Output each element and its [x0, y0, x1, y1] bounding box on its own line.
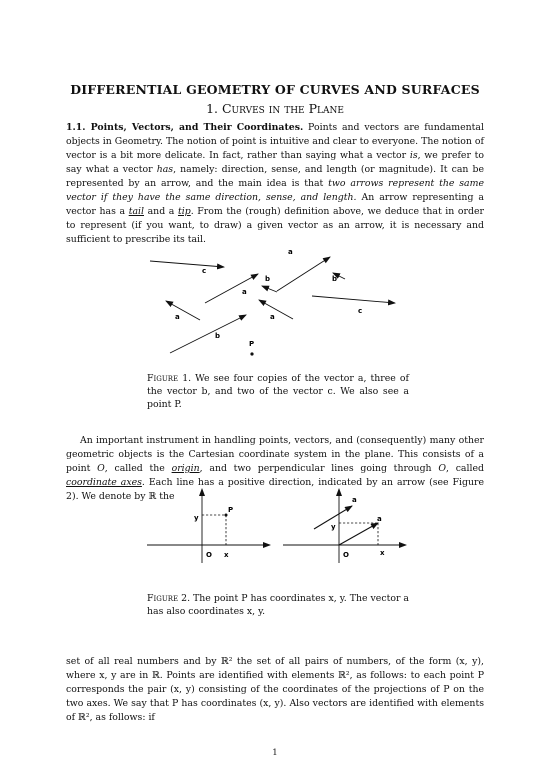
label-a: a [288, 248, 293, 256]
text-run: An arrow representing a vector has a [66, 192, 484, 217]
paragraph-real-numbers: set of all real numbers and by ℝ² the set of all pairs of numbers, of the form (x, y), where x, y are in ℝ. Points are identified with elements ℝ², as follows: to each point P corresponds the pair (x, y) consisting of the coordinates of the projections of P on the two axes. We say that P has coordinates (x, y). Also vectors are identified with elements of ℝ², as follows: if [66, 656, 484, 723]
label-x: x [380, 549, 385, 557]
italic-has: has [156, 164, 174, 175]
label-o: O [206, 551, 212, 559]
term-tip: tip [177, 206, 191, 217]
label-o: O [343, 551, 349, 559]
math-o: O [438, 463, 446, 474]
label-b: b [332, 275, 338, 283]
italic-claim: two arrows represent the same vector if they have the same direction, sense, and length. [66, 178, 484, 203]
label-b: b [215, 332, 221, 340]
label-y: y [194, 514, 199, 522]
page-number: 1 [272, 748, 278, 758]
math-o: O [97, 463, 105, 474]
label-a: a [352, 496, 357, 504]
text-run: , we prefer to say what a vector [66, 150, 484, 175]
term-tail: tail [128, 206, 144, 217]
label-a: a [242, 288, 247, 296]
text-run: and a [144, 206, 178, 217]
text-run: , and two perpendicular lines going through [199, 463, 439, 474]
figure-2-coordinates [140, 483, 410, 563]
figure-1-vectors [140, 243, 410, 361]
text-run: , namely: direction, sense, and length (or magnitude). It can be represented by an arrow, and the main idea is that [66, 164, 485, 189]
label-a: a [377, 515, 382, 523]
label-y: y [331, 523, 336, 531]
label-a: a [270, 313, 275, 321]
vector-b-3 [170, 315, 246, 353]
label-p: P [228, 506, 234, 514]
paragraph-points-vectors [66, 121, 484, 247]
caption-label: Figure 2. [147, 593, 191, 604]
caption-text: We see four copies of the vector a, three of the vector b, and two of the vector c. We also see a point P. [147, 373, 409, 410]
term-coordinate-axes: coordinate axes [66, 477, 142, 488]
vector-c-2 [312, 296, 395, 303]
term-origin: origin [171, 463, 200, 474]
figure-1-caption [147, 372, 409, 411]
figure-2-caption [147, 592, 409, 618]
vector-a-4 [259, 300, 293, 319]
label-b: b [265, 275, 271, 283]
label-a: a [175, 313, 180, 321]
text-run: , called the [104, 463, 172, 474]
vector-a-1 [277, 257, 330, 291]
point-p [250, 352, 253, 355]
label-x: x [224, 551, 229, 559]
italic-is: is [409, 150, 418, 161]
section-heading: 1. Curves in the Plane [206, 101, 344, 116]
label-c: c [358, 307, 363, 315]
subsection-heading: 1.1. Points, Vectors, and Their Coordinates. [66, 122, 304, 133]
text-run: . Each line has a positive direction, indicated by an arrow (see Figure 2). We denote by ℝ the [66, 477, 484, 502]
label-p: P [249, 340, 255, 348]
vector-a-from-origin [339, 523, 378, 545]
text-run: , called [445, 463, 484, 474]
label-c: c [202, 267, 207, 275]
text-run: . From the (rough) definition above, we deduce that in order to represent (if you want, to draw) a given vector as an arrow, it is necessary and sufficient to prescribe its tail. [66, 206, 484, 245]
vector-a-3 [166, 301, 200, 320]
vector-a-2 [205, 274, 258, 303]
caption-label: Figure 1. [147, 373, 192, 384]
text-run: Points and vectors are fundamental objects in Geometry. The notion of point is intuitive and clear to everyone. The notion of vector is a bit more delicate. In fact, rather than saying what a vector [66, 122, 484, 161]
text-run: An important instrument in handling points, vectors, and (consequently) many other geometric objects is the Cartesian coordinate system in the plane. This consists of a point [66, 435, 484, 474]
vector-c-1 [150, 261, 224, 267]
caption-text: The point P has coordinates x, y. The vector a has also coordinates x, y. [147, 593, 409, 617]
vector-b-1 [262, 286, 277, 292]
paper-title: DIFFERENTIAL GEOMETRY OF CURVES AND SURFACES [70, 82, 480, 97]
